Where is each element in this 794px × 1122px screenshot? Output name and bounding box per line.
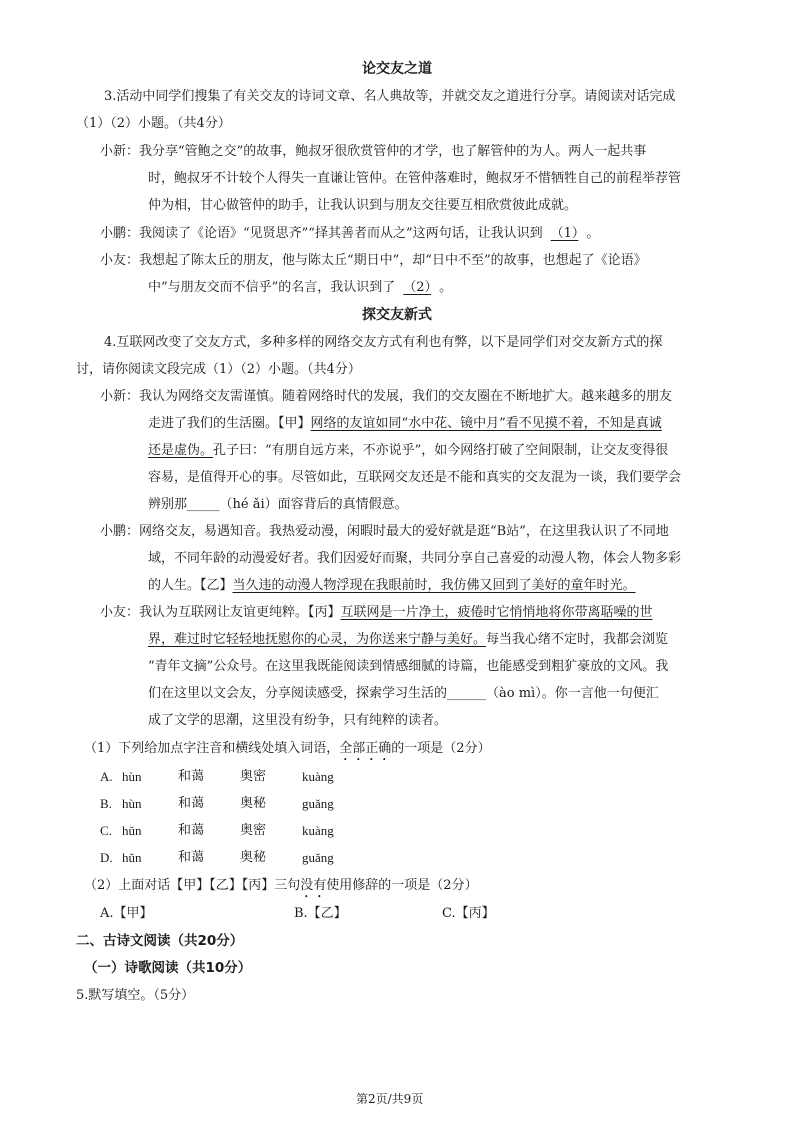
q3-stem-line2: （1）（2）小题。（共4分） bbox=[76, 116, 231, 131]
option-a-word1: 和蔼 bbox=[178, 769, 205, 784]
xy-line3: “青年文摘”公众号。在这里我既能阅读到情感细腻的诗篇，也能感受到粗犷豪放的文风。我 bbox=[148, 659, 669, 674]
sub2-text-b: 使用修辞的一项是（2分） bbox=[326, 878, 478, 893]
option-b-letter: B. bbox=[100, 796, 112, 811]
xy-line2 bbox=[148, 630, 668, 650]
sentence-yi: 当久违的动漫人物浮现在我眼前时，我仿佛又回到了美好的童年时光。 bbox=[232, 578, 636, 593]
sub1-emphasis: 全部正确 bbox=[339, 741, 392, 756]
xy-line1 bbox=[100, 603, 653, 623]
option-b-word1: 和蔼 bbox=[178, 796, 205, 811]
sub1-text-b: 的一项是（2分） bbox=[391, 741, 491, 756]
option-c-pinyin: hǔn bbox=[122, 823, 142, 838]
option-a-word3: kuàng bbox=[302, 769, 334, 784]
xiaoyou-text: 中“与朋友交而不信乎”的名言，我认识到了 bbox=[148, 280, 396, 295]
xx-line2-text: 走进了我们的生活圈。【甲】 bbox=[148, 416, 311, 431]
option-b-pinyin: hùn bbox=[122, 796, 142, 811]
xx-line1: 小新：我认为网络交友需谨慎。随着网络时代的发展，我们的交友圈在不断地扩大。越来越多的朋友 bbox=[100, 389, 673, 404]
choice-b: B.【乙】 bbox=[294, 906, 347, 921]
sentence-bing-part1: 互联网是一片净土，疲倦时它悄悄地将你带离聒噪的世 bbox=[340, 605, 653, 620]
xp-line2: 域，不同年龄的动漫爱好者。我们因爱好而聚，共同分享自己喜爱的动漫人物，体会人物多彩 bbox=[148, 551, 682, 566]
xiaopeng-line bbox=[100, 224, 599, 244]
choice-a: A.【甲】 bbox=[100, 906, 153, 921]
option-d-letter: D. bbox=[100, 850, 113, 865]
section-title-new-ways: 探交友新式 bbox=[362, 307, 432, 323]
option-a-pinyin: hùn bbox=[122, 769, 142, 784]
page-number: 第2页/共9页 bbox=[356, 1092, 424, 1106]
xy-line2-text: 每当我心绪不定时，我都会浏览 bbox=[486, 632, 669, 647]
xy-line4: 们在这里以文会友，分享阅读感受，探索学习生活的______（ào mì）。你一言他一句便汇 bbox=[148, 686, 659, 701]
xiaopeng-end: 。 bbox=[586, 226, 600, 241]
xy-line5: 成了文学的思潮，这里没有纷争，只有纯粹的读者。 bbox=[148, 713, 448, 728]
blank-2: （2） bbox=[403, 280, 432, 295]
option-d-word1: 和蔼 bbox=[178, 850, 205, 865]
option-c-word3: kuàng bbox=[302, 823, 334, 838]
q4-stem-line2: 讨，请你阅读文段完成（1）（2）小题。（共4分） bbox=[76, 362, 361, 377]
xx-line4: 容易，是值得开心的事。尽管如此，互联网交友还是不能和真实的交友混为一谈，我们要学会 bbox=[148, 470, 682, 485]
xiaoxin-line3: 仲为相，甘心做管仲的助手，让我认识到与朋友交往要互相欣赏彼此成就。 bbox=[148, 198, 578, 213]
section-title-friendship: 论交友之道 bbox=[362, 61, 432, 77]
option-b-word2: 奥秘 bbox=[240, 796, 267, 811]
xiaoyou-line1: 小友：我想起了陈太丘的朋友，他与陈太丘“期日中”，却“日中不至”的故事，也想起了《论语》 bbox=[100, 253, 647, 268]
xy-line1-text: 小友：我认为互联网让友谊更纯粹。【丙】 bbox=[100, 605, 341, 620]
option-a-letter: A. bbox=[100, 769, 113, 784]
sentence-bing-part2: 界，难过时它轻轻地抚慰你的心灵，为你送来宁静与美好。 bbox=[148, 632, 487, 647]
q4-stem-line1: 4.互联网改变了交友方式，多种多样的网络交友方式有利也有弊，以下是同学们对交友新方式的探 bbox=[104, 335, 663, 350]
sentence-jia-part2: 还是虚伪。 bbox=[148, 443, 214, 458]
xp-line3-text: 的人生。【乙】 bbox=[148, 578, 233, 593]
blank-1: （1） bbox=[550, 226, 579, 241]
xx-line3 bbox=[148, 441, 668, 461]
xiaoyou-line2 bbox=[148, 278, 452, 298]
xx-line3-text: 孔子曰：“有朋自远方来，不亦说乎”，如今网络打破了空间限制，让交友变得很 bbox=[213, 443, 669, 458]
xx-line2 bbox=[148, 414, 662, 434]
sub1-text-a: （1）下列给加点字注音和横线处填入词语， bbox=[84, 741, 340, 756]
sub-question-2 bbox=[84, 876, 478, 901]
choice-c: C.【丙】 bbox=[442, 906, 495, 921]
section-heading-classical: 二、古诗文阅读（共20分） bbox=[76, 933, 244, 949]
option-d-word2: 奥秘 bbox=[240, 850, 267, 865]
q3-stem-line1: 3.活动中同学们搜集了有关交友的诗词文章、名人典故等，并就交友之道进行分享。请阅读对话完成 bbox=[104, 89, 676, 104]
option-d-pinyin: hǔn bbox=[122, 850, 142, 865]
option-d-word3: guǎng bbox=[302, 850, 334, 865]
sub2-emphasis: 没有 bbox=[300, 878, 327, 893]
xiaoxin-line1: 小新：我分享“管鲍之交”的故事，鲍叔牙很欣赏管仲的才学，也了解管仲的为人。两人一起共事 bbox=[100, 144, 647, 159]
option-c-word1: 和蔼 bbox=[178, 823, 205, 838]
sub2-text-a: （2）上面对话【甲】【乙】【丙】三句 bbox=[84, 878, 301, 893]
subheading-poetry: （一）诗歌阅读（共10分） bbox=[84, 960, 252, 976]
xiaoxin-line2: 时，鲍叔牙不计较个人得失一直谦让管仲。在管仲落难时，鲍叔牙不惜牺牲自己的前程举荐管 bbox=[148, 171, 682, 186]
xiaopeng-text: 小鹏：我阅读了《论语》“见贤思齐”“择其善者而从之”这两句话，让我认识到 bbox=[100, 226, 543, 241]
option-c-letter: C. bbox=[100, 823, 112, 838]
option-c-word2: 奥密 bbox=[240, 823, 267, 838]
sub-question-1 bbox=[84, 739, 491, 764]
xp-line3 bbox=[148, 576, 636, 596]
option-a-word2: 奥密 bbox=[240, 769, 267, 784]
xp-line1: 小鹏：网络交友，易遇知音。我热爱动漫，闲暇时最大的爱好就是逛“B站”，在这里我认识了不同地 bbox=[100, 524, 669, 539]
option-b-word3: guǎng bbox=[302, 796, 334, 811]
q5-stem: 5.默写填空。（5分） bbox=[76, 988, 195, 1003]
xiaoyou-end: 。 bbox=[439, 280, 453, 295]
xx-line5: 辨别那_____（hé ǎi）面容背后的真情假意。 bbox=[148, 497, 408, 512]
sentence-jia-part1: 网络的友谊如同“水中花、镜中月”看不见摸不着，不知是真诚 bbox=[310, 416, 662, 431]
